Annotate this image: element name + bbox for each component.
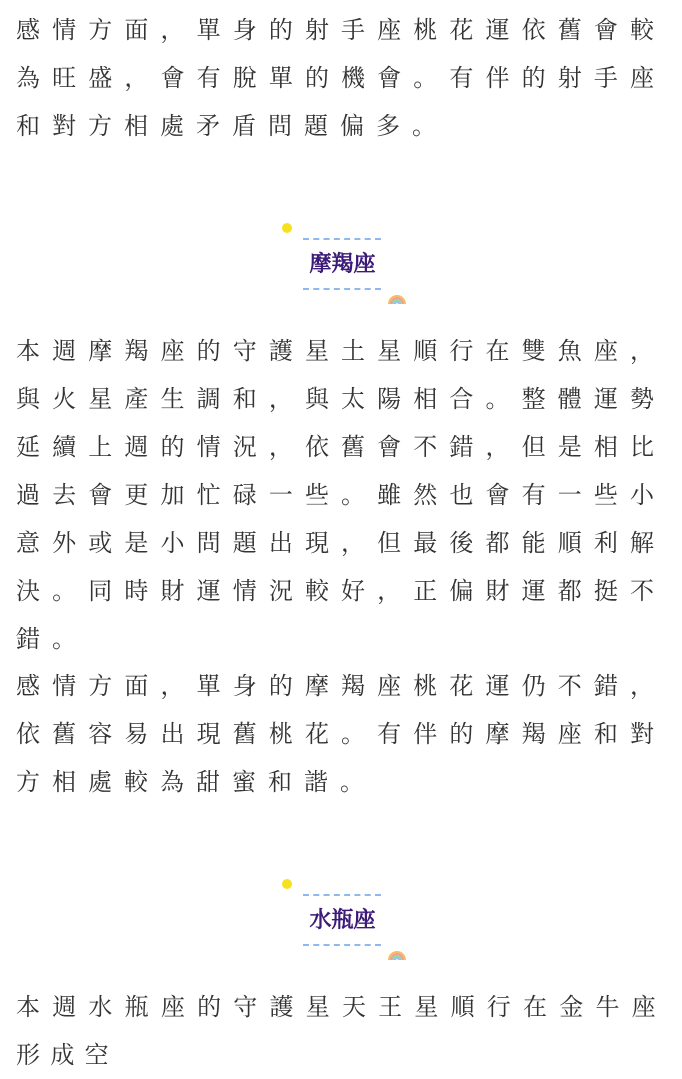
heading-divider-top <box>303 238 381 240</box>
aquarius-heading: 水瓶座 <box>309 908 376 933</box>
aquarius-heading-block <box>270 879 420 969</box>
heading-divider-bottom <box>303 944 381 946</box>
capricorn-love-paragraph: 感情方面，單身的摩羯座桃花運仍不錯，依舊容易出現舊桃花。有伴的摩羯座和對方相處較為甜蜜和諧。 <box>16 672 666 796</box>
heading-divider-top <box>303 894 381 896</box>
rainbow-icon <box>387 949 407 961</box>
sagittarius-love-paragraph: 感情方面，單身的射手座桃花運依舊會較為旺盛，會有脫單的機會。有伴的射手座和對方相處矛盾問題偏多。 <box>16 16 666 140</box>
heading-divider-bottom <box>303 288 381 290</box>
rainbow-icon <box>387 293 407 305</box>
aquarius-overview-paragraph: 本週水瓶座的守護星天王星順行在金牛座形成空 <box>16 993 666 1069</box>
dot-icon <box>282 879 292 889</box>
capricorn-heading-block <box>270 223 420 313</box>
capricorn-heading: 摩羯座 <box>309 252 376 277</box>
dot-icon <box>282 223 292 233</box>
capricorn-overview-paragraph: 本週摩羯座的守護星土星順行在雙魚座，與火星產生調和，與太陽相合。整體運勢延續上週的情況，依舊會不錯，但是相比過去會更加忙碌一些。雖然也會有一些小意外或是小問題出現，但最後都能順利解決。同時財運情況較好，正偏財運都挺不錯。 <box>16 337 666 653</box>
